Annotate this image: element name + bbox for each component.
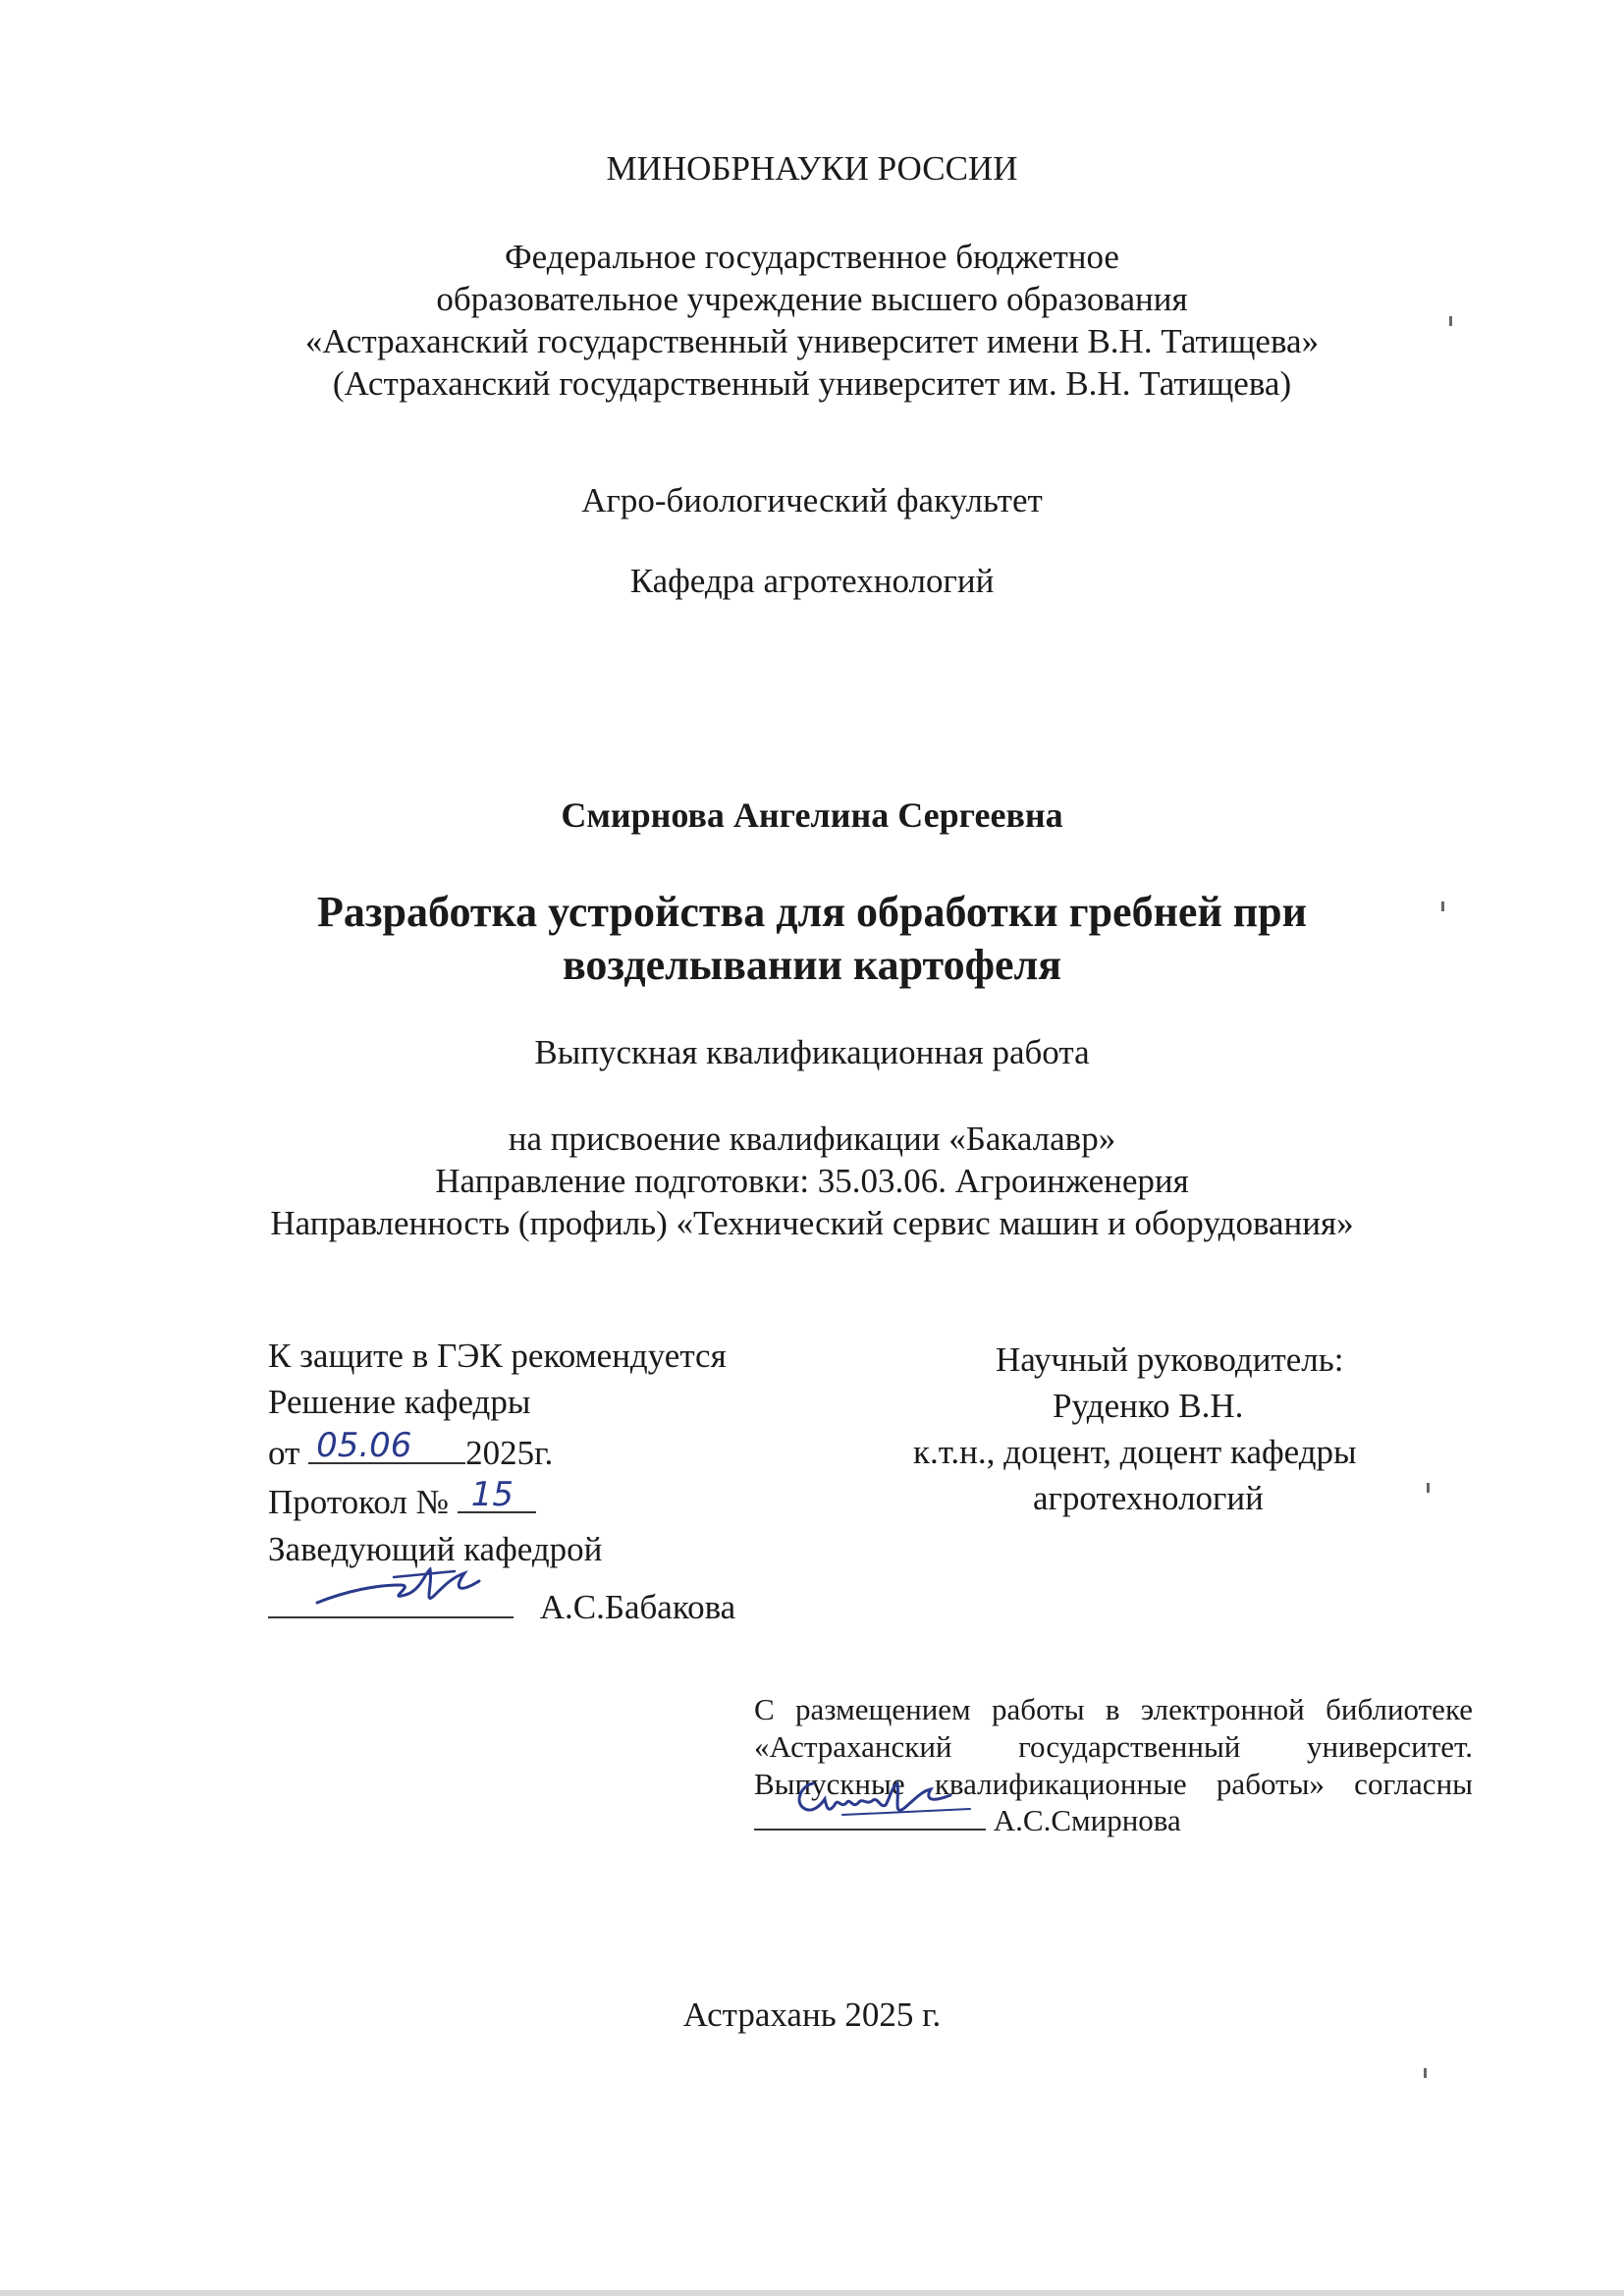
consent-signature-slot (754, 1799, 986, 1831)
consent-line-1: С размещением работы в электронной библиотеке (754, 1692, 1473, 1726)
approval-line-1: К защите в ГЭК рекомендуется (268, 1337, 727, 1375)
qualification-line-2: Направление подготовки: 35.03.06. Агроинженерия (435, 1162, 1189, 1200)
author-name: Смирнова Ангелина Сергеевна (561, 795, 1063, 835)
protocol-handwritten-slot (458, 1475, 536, 1514)
faculty-name: Агро-биологический факультет (581, 481, 1043, 519)
thesis-title-line-1: Разработка устройства для обработки гребней при (317, 888, 1307, 936)
scan-mark (1424, 2068, 1427, 2078)
head-label: Заведующий кафедрой (268, 1530, 603, 1568)
qualification-line-1: на присвоение квалификации «Бакалавр» (508, 1120, 1116, 1158)
supervisor-label: Научный руководитель: (996, 1340, 1344, 1379)
head-name: А.С.Бабакова (539, 1588, 736, 1626)
approval-line-2: Решение кафедры (268, 1383, 531, 1421)
ministry-name: МИНОБРНАУКИ РОССИИ (606, 149, 1018, 188)
protocol-line (268, 1475, 536, 1525)
head-signature-line (268, 1583, 735, 1630)
supervisor-position: к.т.н., доцент, доцент кафедры (913, 1433, 1357, 1471)
handwritten-date: 05.06 (316, 1426, 412, 1465)
consent-line-3: Выпускные квалификационные работы» согласны (754, 1767, 1473, 1801)
department-name: Кафедра агротехнологий (629, 562, 995, 600)
qualification-line-3: Направленность (профиль) «Технический сервис машин и оборудования» (270, 1204, 1354, 1242)
thesis-title-line-2: возделывании картофеля (562, 941, 1062, 989)
institution-line-1: Федеральное государственное бюджетное (505, 238, 1119, 276)
city-year: Астрахань 2025 г. (682, 1995, 942, 2034)
date-prefix: от (268, 1434, 300, 1472)
handwritten-protocol-number: 15 (470, 1475, 514, 1514)
supervisor-department: агротехнологий (1033, 1479, 1264, 1517)
scan-mark (1441, 902, 1444, 911)
institution-line-2: образовательное учреждение высшего образования (436, 280, 1188, 318)
consent-signature (784, 1770, 980, 1825)
institution-line-4: (Астраханский государственный университет им. В.Н. Татищева) (332, 364, 1292, 403)
work-type: Выпускная квалификационная работа (534, 1033, 1090, 1071)
protocol-prefix: Протокол № (268, 1483, 450, 1521)
scan-bottom-edge (0, 2290, 1624, 2296)
supervisor-name: Руденко В.Н. (1053, 1387, 1244, 1425)
scan-mark (1449, 316, 1452, 326)
head-signature (307, 1556, 504, 1614)
scan-mark (1427, 1483, 1430, 1493)
consent-line-2: «Астраханский государственный университет. (754, 1729, 1473, 1764)
institution-line-3: «Астраханский государственный университет имени В.Н. Татищева» (304, 322, 1320, 360)
date-suffix: 2025г. (465, 1434, 554, 1472)
consent-name: А.С.Смирнова (993, 1803, 1181, 1837)
approval-date-line (268, 1426, 554, 1476)
consent-signature-line (754, 1799, 1181, 1839)
date-handwritten-slot (308, 1426, 465, 1465)
head-signature-slot (268, 1583, 514, 1618)
